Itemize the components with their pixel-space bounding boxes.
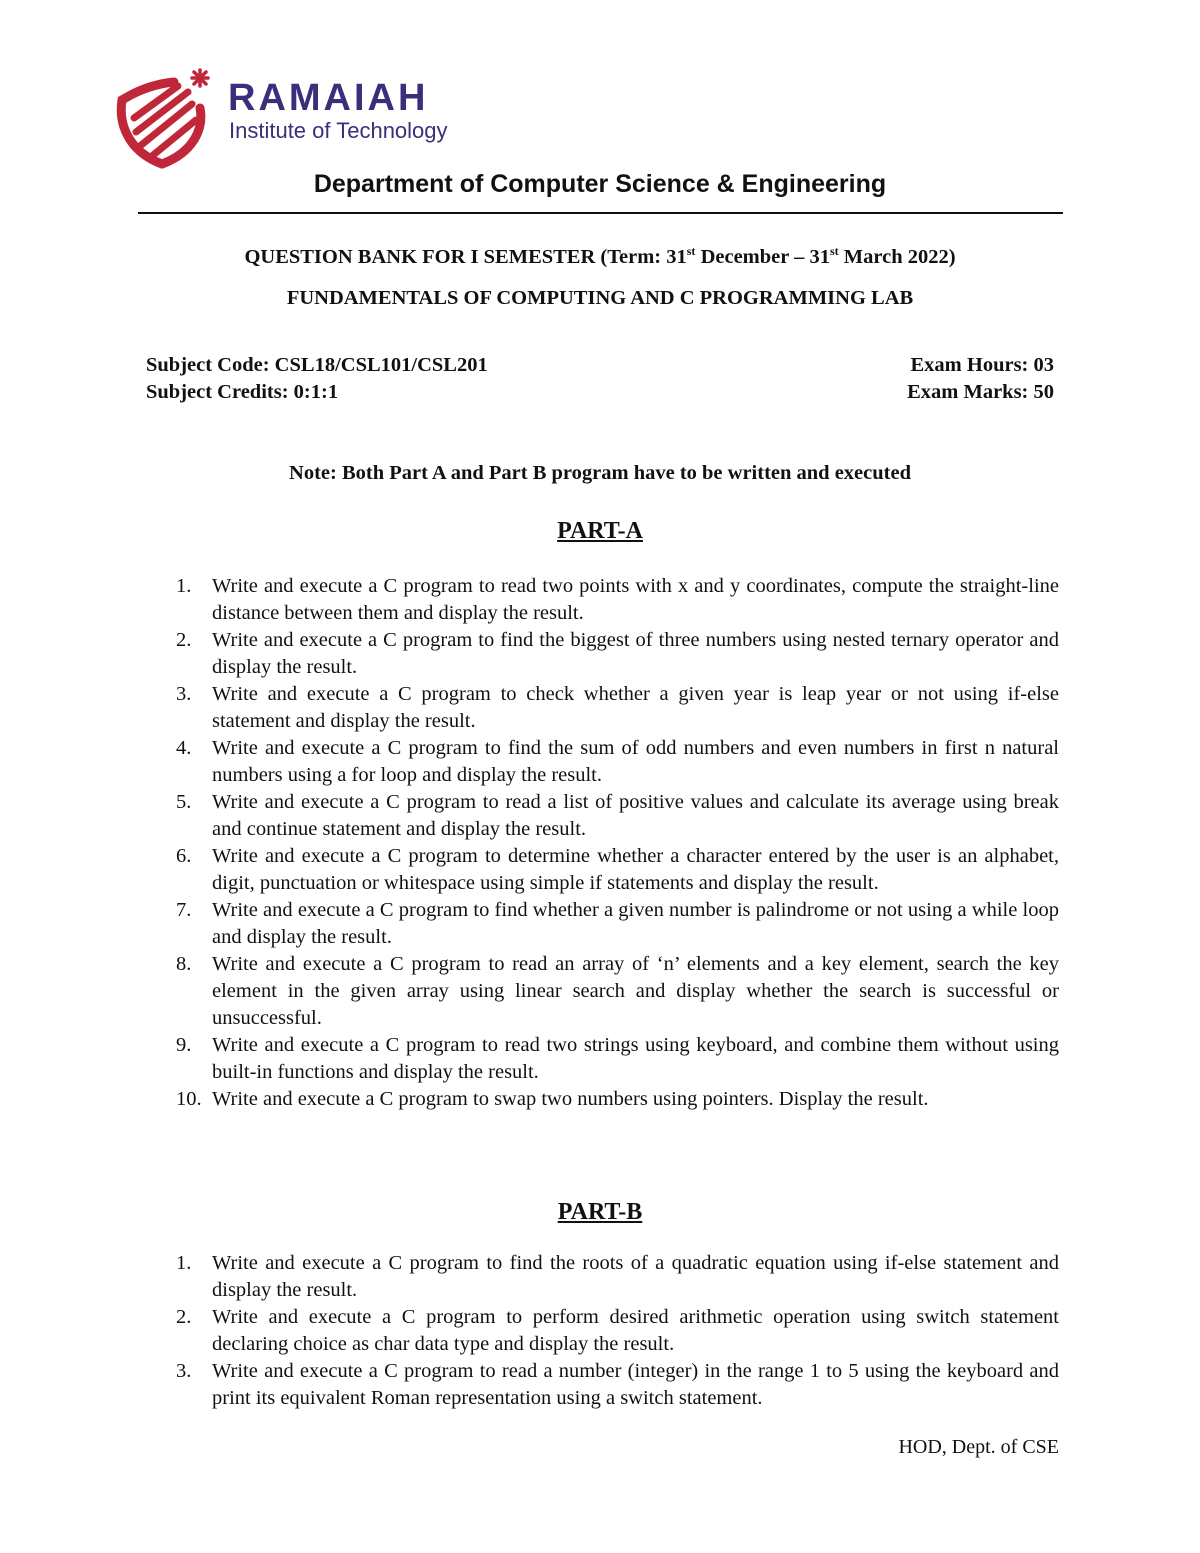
question-number: 1.: [176, 1252, 192, 1274]
department-title: Department of Computer Science & Engineering: [313, 170, 887, 198]
ordinal-suffix: st: [829, 244, 839, 259]
question-text: Write and execute a C program to find the sum of odd numbers and even numbers in first n natural numbers using a for loop and display the result.: [212, 737, 1059, 786]
question-text: Write and execute a C program to check whether a given year is leap year or not using if-else statement and display the result.: [212, 683, 1059, 732]
list-item: [0, 681, 1200, 735]
instruction-note: Note: Both Part A and Part B program have to be written and executed: [289, 462, 911, 484]
question-text: Write and execute a C program to read an array of ‘n’ elements and a key element, search the key element in the given array using linear search and display whether the search is successful or unsuccessful.: [212, 953, 1059, 1029]
part-b-question-list: [0, 1250, 1200, 1412]
subject-info: [146, 352, 488, 406]
question-text: Write and execute a C program to read a list of positive values and calculate its average using break and continue statement and display the result.: [212, 791, 1059, 840]
footer-signature: HOD, Dept. of CSE: [898, 1436, 1059, 1458]
part-b-heading: PART-B: [557, 1199, 643, 1225]
question-text: Write and execute a C program to determine whether a character entered by the user is an alphabet, digit, punctuation or whitespace using simple if statements and display the result.: [212, 845, 1059, 894]
list-item: [0, 735, 1200, 789]
exam-marks: Exam Marks: 50: [907, 381, 1054, 403]
institution-name: RAMAIAH: [228, 77, 429, 119]
question-number: 10.: [176, 1088, 202, 1110]
list-item: [0, 1086, 1200, 1113]
part-a-heading: PART-A: [557, 518, 643, 544]
list-item: [0, 573, 1200, 627]
question-bank-prefix: QUESTION BANK FOR I SEMESTER (Term: 31: [244, 246, 687, 268]
question-text: Write and execute a C program to read two points with x and y coordinates, compute the straight-line distance between them and display the result.: [212, 575, 1059, 624]
question-text: Write and execute a C program to swap two numbers using pointers. Display the result.: [212, 1088, 929, 1110]
question-number: 5.: [176, 791, 192, 813]
header-divider: [138, 212, 1063, 214]
question-number: 6.: [176, 845, 192, 867]
list-item: [0, 1250, 1200, 1304]
list-item: [0, 1358, 1200, 1412]
question-text: Write and execute a C program to read two strings using keyboard, and combine them without using built-in functions and display the result.: [212, 1034, 1059, 1083]
list-item: [0, 843, 1200, 897]
list-item: [0, 951, 1200, 1032]
subject-code: Subject Code: CSL18/CSL101/CSL201: [146, 354, 488, 376]
question-number: 4.: [176, 737, 192, 759]
question-number: 3.: [176, 683, 192, 705]
list-item: [0, 897, 1200, 951]
question-bank-suffix: March 2022): [838, 246, 956, 268]
exam-hours: Exam Hours: 03: [910, 354, 1054, 376]
question-number: 2.: [176, 629, 192, 651]
list-item: [0, 789, 1200, 843]
exam-info: [907, 352, 1054, 406]
question-bank-title: [0, 244, 1200, 270]
question-number: 7.: [176, 899, 192, 921]
list-item: [0, 627, 1200, 681]
institution-subtitle: Institute of Technology: [229, 118, 448, 143]
question-text: Write and execute a C program to find the biggest of three numbers using nested ternary operator and display the result.: [212, 629, 1059, 678]
question-text: Write and execute a C program to find the roots of a quadratic equation using if-else statement and display the result.: [212, 1252, 1059, 1301]
question-text: Write and execute a C program to perform desired arithmetic operation using switch statement declaring choice as char data type and display the result.: [212, 1306, 1059, 1355]
course-title: FUNDAMENTALS OF COMPUTING AND C PROGRAMMING LAB: [286, 287, 914, 309]
question-text: Write and execute a C program to find whether a given number is palindrome or not using a while loop and display the result.: [212, 899, 1059, 948]
question-number: 8.: [176, 953, 192, 975]
ordinal-suffix: st: [686, 244, 696, 259]
question-number: 1.: [176, 575, 192, 597]
question-text: Write and execute a C program to read a number (integer) in the range 1 to 5 using the keyboard and print its equivalent Roman representation using a switch statement.: [212, 1360, 1059, 1409]
part-a-question-list: [0, 573, 1200, 1113]
ramaiah-logo-icon: [112, 68, 212, 170]
question-number: 2.: [176, 1306, 192, 1328]
list-item: [0, 1304, 1200, 1358]
list-item: [0, 1032, 1200, 1086]
question-number: 9.: [176, 1034, 192, 1056]
question-bank-middle: December – 31: [695, 246, 830, 268]
subject-credits: Subject Credits: 0:1:1: [146, 381, 339, 403]
question-number: 3.: [176, 1360, 192, 1382]
